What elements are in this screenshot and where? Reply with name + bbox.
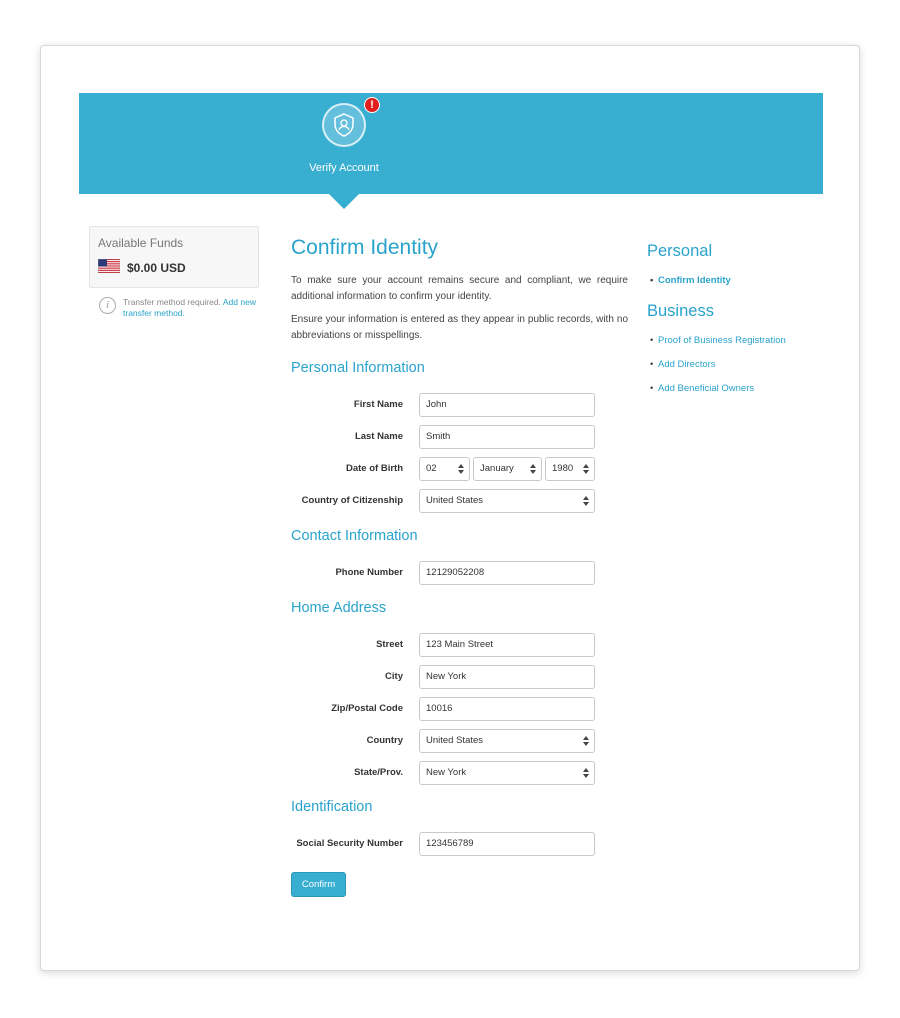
identification-heading: Identification xyxy=(291,799,373,815)
bullet: • xyxy=(650,335,654,346)
ssn-row xyxy=(291,832,595,856)
city-input[interactable]: New York xyxy=(419,665,595,689)
dob-month-value: January xyxy=(480,463,514,474)
add-transfer-method-link[interactable]: Add new transfer method. xyxy=(123,297,256,318)
citizenship-select[interactable] xyxy=(419,489,595,513)
dob-year-select[interactable] xyxy=(545,457,595,481)
transfer-note xyxy=(99,297,269,319)
citizenship-label: Country of Citizenship xyxy=(301,495,403,506)
nav-item-proof-of-business[interactable] xyxy=(650,335,786,346)
street-label: Street xyxy=(376,639,403,650)
state-select[interactable] xyxy=(419,761,595,785)
funds-title: Available Funds xyxy=(98,236,184,250)
transfer-note-text: Transfer method required. xyxy=(123,297,221,307)
dob-year-value: 1980 xyxy=(552,463,574,474)
bullet: • xyxy=(650,359,654,370)
nav-item-confirm-identity[interactable] xyxy=(650,275,731,286)
page-title: Confirm Identity xyxy=(291,236,439,259)
select-arrows-icon xyxy=(530,464,536,474)
select-arrows-icon xyxy=(458,464,464,474)
phone-input[interactable]: 12129052208 xyxy=(419,561,595,585)
confirm-button[interactable]: Confirm xyxy=(291,872,346,897)
dob-day-select[interactable] xyxy=(419,457,470,481)
select-arrows-icon xyxy=(583,464,589,474)
active-step-pointer xyxy=(329,194,359,209)
city-row xyxy=(291,665,595,689)
bullet: • xyxy=(650,383,654,394)
street-input[interactable]: 123 Main Street xyxy=(419,633,595,657)
state-value: New York xyxy=(426,767,467,778)
nav-heading-personal: Personal xyxy=(647,242,713,260)
street-row xyxy=(291,633,595,657)
note-text: Ensure your information is entered as they appear in public records, with no abbreviations or misspellings. xyxy=(291,314,628,341)
last-name-input[interactable]: Smith xyxy=(419,425,595,449)
nav-item-add-beneficial-owners[interactable] xyxy=(650,383,755,394)
zip-label: Zip/Postal Code xyxy=(331,703,403,714)
progress-banner xyxy=(79,93,823,194)
nav-item-label: Add Directors xyxy=(658,359,716,370)
select-arrows-icon xyxy=(583,496,589,506)
funds-amount: $0.00 USD xyxy=(127,261,186,275)
contact-info-heading: Contact Information xyxy=(291,528,418,544)
ssn-input[interactable]: 123456789 xyxy=(419,832,595,856)
personal-info-heading: Personal Information xyxy=(291,360,425,376)
home-address-heading: Home Address xyxy=(291,600,387,616)
nav-item-add-directors[interactable] xyxy=(650,359,716,370)
country-row xyxy=(291,729,595,753)
citizenship-value: United States xyxy=(426,495,484,506)
first-name-row xyxy=(291,393,595,417)
nav-heading-business: Business xyxy=(647,302,714,320)
last-name-row xyxy=(291,425,595,449)
last-name-label: Last Name xyxy=(354,431,403,442)
bullet: • xyxy=(650,275,654,286)
dob-row xyxy=(291,457,595,481)
city-label: City xyxy=(385,671,403,682)
country-value: United States xyxy=(426,735,484,746)
country-label: Country xyxy=(366,735,403,746)
zip-row xyxy=(291,697,595,721)
main-card xyxy=(40,45,860,971)
state-label: State/Prov. xyxy=(354,767,403,778)
phone-row xyxy=(291,561,595,585)
step-label[interactable]: Verify Account xyxy=(309,162,379,174)
citizenship-row xyxy=(291,489,595,513)
us-flag-icon xyxy=(98,259,120,273)
nav-item-label: Add Beneficial Owners xyxy=(658,383,755,394)
state-row xyxy=(291,761,595,785)
nav-item-label: Proof of Business Registration xyxy=(658,335,786,346)
available-funds-box xyxy=(89,226,259,288)
first-name-label: First Name xyxy=(353,399,403,410)
info-icon: i xyxy=(99,297,116,314)
ssn-label: Social Security Number xyxy=(296,838,403,849)
country-select[interactable] xyxy=(419,729,595,753)
select-arrows-icon xyxy=(583,736,589,746)
dob-label: Date of Birth xyxy=(346,463,403,474)
zip-input[interactable]: 10016 xyxy=(419,697,595,721)
dob-month-select[interactable] xyxy=(473,457,542,481)
shield-user-icon[interactable] xyxy=(322,103,366,147)
dob-day-value: 02 xyxy=(426,463,437,474)
intro-text: To make sure your account remains secure and compliant, we require additional information to confirm your identity. xyxy=(291,275,628,302)
first-name-input[interactable]: John xyxy=(419,393,595,417)
phone-label: Phone Number xyxy=(335,567,403,578)
select-arrows-icon xyxy=(583,768,589,778)
nav-item-label: Confirm Identity xyxy=(658,275,731,286)
alert-icon: ! xyxy=(364,97,380,113)
